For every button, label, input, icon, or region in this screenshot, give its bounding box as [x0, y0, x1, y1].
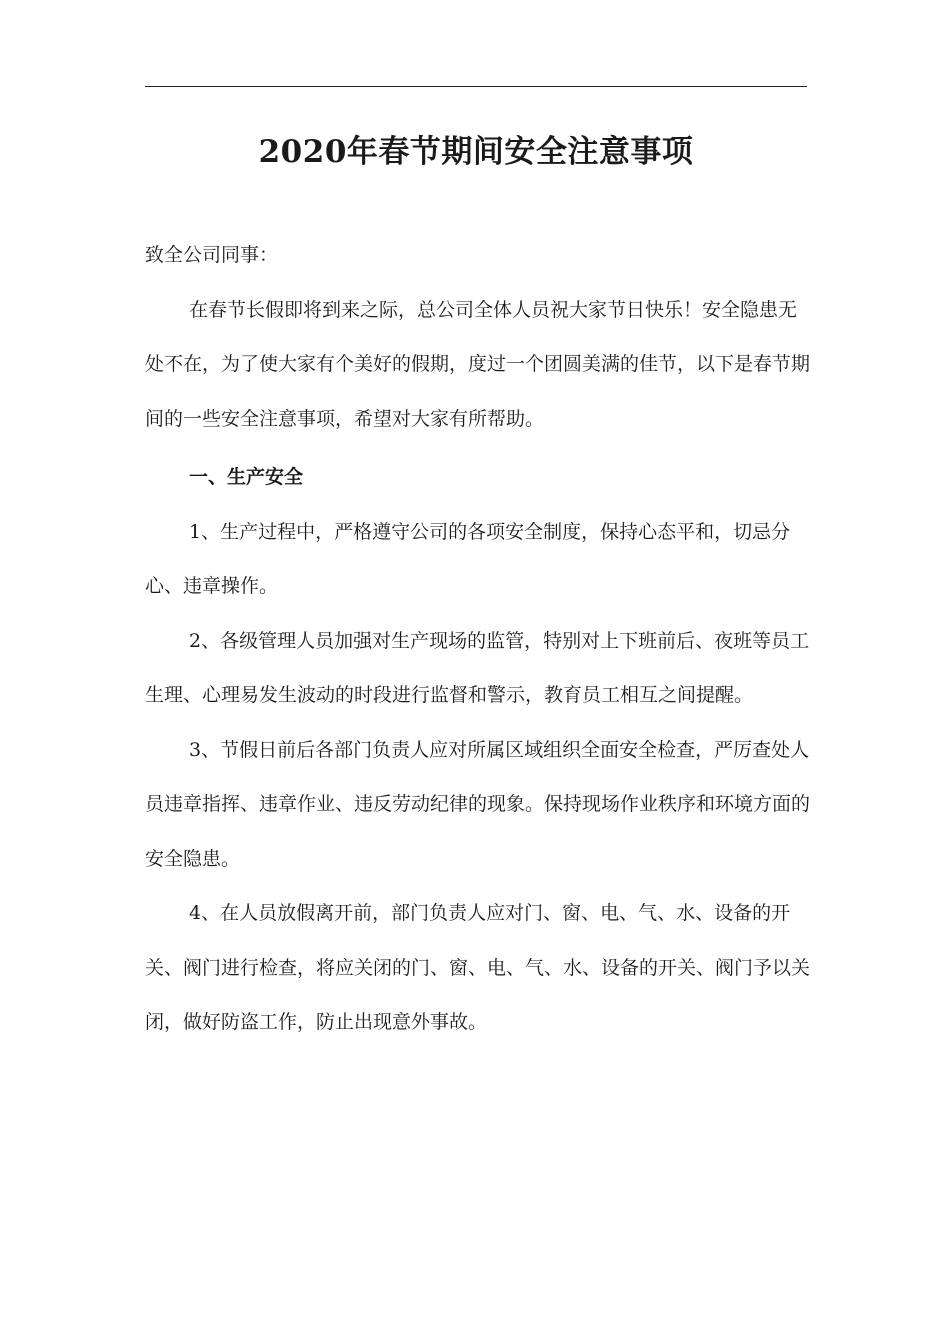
list-item: 1、生产过程中，严格遵守公司的各项安全制度，保持心态平和，切忌分心、违章操作。 [145, 520, 791, 597]
list-item: 3、节假日前后各部门负责人应对所属区域组织全面安全检查，严厉查处人员违章指挥、违章作业、违反劳动纪律的现象。保持现场作业秩序和环境方面的安全隐患。 [145, 738, 811, 870]
intro-paragraph: 在春节长假即将到来之际，总公司全体人员祝大家节日快乐！安全隐患无处不在，为了使大家有个美好的假期，度过一个团圆美满的佳节，以下是春节期间的一些安全注意事项，希望对大家有所帮助。 [145, 298, 811, 430]
header-rule [145, 86, 807, 87]
document-body [145, 228, 815, 1050]
document-title: 2020年春节期间安全注意事项 [258, 134, 694, 170]
list-item: 2、各级管理人员加强对生产现场的监管，特别对上下班前后、夜班等员工生理、心理易发生波动的时段进行监督和警示，教育员工相互之间提醒。 [145, 629, 810, 706]
list-item: 4、在人员放假离开前，部门负责人应对门、窗、电、气、水、设备的开关、阀门进行检查，将应关闭的门、窗、电、气、水、设备的开关、阀门予以关闭，做好防盗工作，防止出现意外事故。 [145, 902, 811, 1033]
section-heading-production-safety: 一、生产安全 [189, 466, 304, 488]
greeting: 致全公司同事： [145, 244, 279, 266]
